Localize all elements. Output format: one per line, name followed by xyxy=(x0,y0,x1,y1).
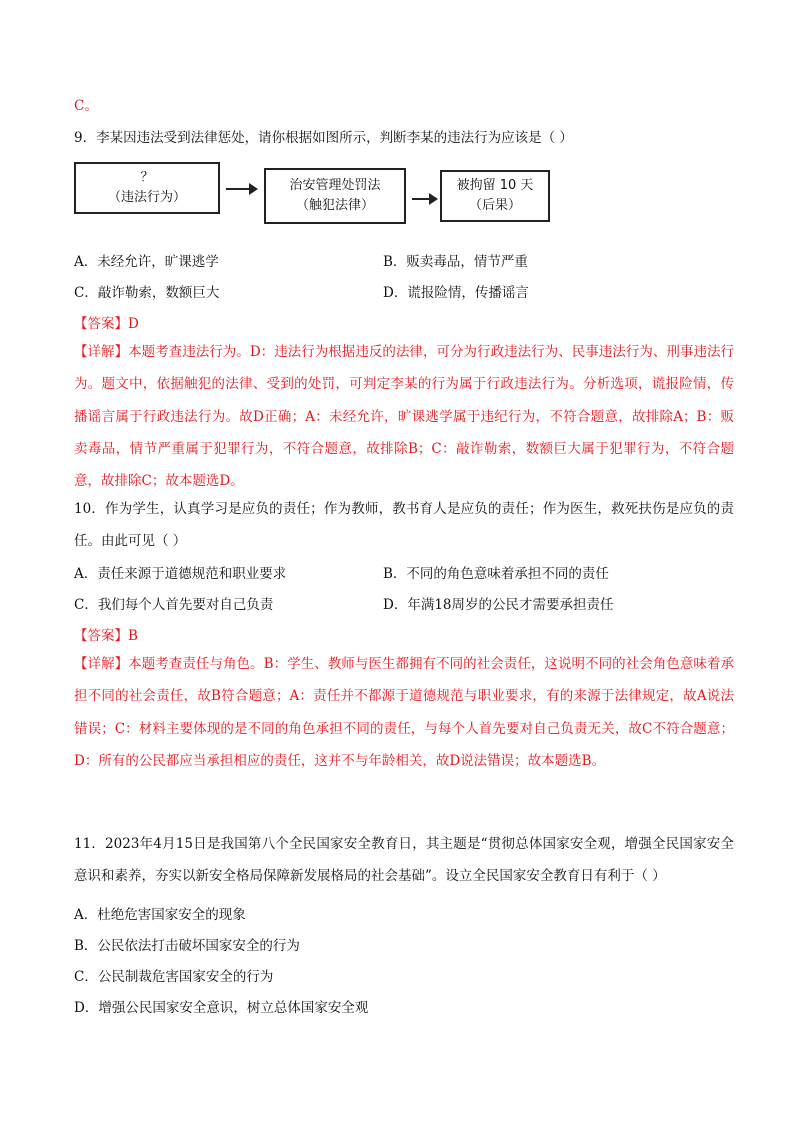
q8-answer-tail: C。 xyxy=(74,98,98,114)
flow-box-law-line1: 治安管理处罚法 xyxy=(289,178,381,193)
q10-option-b: B．不同的角色意味着承担不同的责任 xyxy=(383,566,609,582)
flow-arrow-2 xyxy=(412,198,436,200)
flow-box-violation-line2: （违法行为） xyxy=(107,190,186,205)
q11-option-c: C．公民制裁危害国家安全的行为 xyxy=(74,969,274,985)
flow-box-law xyxy=(264,168,406,224)
q10-option-c: C．我们每个人首先要对自己负责 xyxy=(74,597,274,613)
q10-option-d: D．年满18周岁的公民才需要承担责任 xyxy=(383,597,614,613)
flow-arrow-1 xyxy=(226,188,256,190)
q9-option-c: C．敲诈勒索，数额巨大 xyxy=(74,285,220,301)
flow-box-violation-line1: ？ xyxy=(140,170,154,185)
q9-option-d: D．谎报险情，传播谣言 xyxy=(383,285,529,301)
q10-answer: 【答案】B xyxy=(74,628,138,644)
flow-box-law-line2: （触犯法律） xyxy=(295,198,374,213)
q11-option-d: D．增强公民国家安全意识，树立总体国家安全观 xyxy=(74,1000,369,1016)
flow-box-consequence-line2: （后果） xyxy=(468,198,521,213)
q10-option-a: A．责任来源于道德规范和职业要求 xyxy=(74,566,287,582)
q9-explanation: 【详解】本题考查违法行为。D：违法行为根据违反的法律，可分为行政违法行为、民事违法行为、刑事违法行为。题文中，依据触犯的法律、受到的处罚，可判定李某的行为属于行政违法行为。分析选项，谎报险情，传播谣言属于行政违法行为。故D正确；A：未经允许，旷课逃学属于违纪行为，不符合题意，故排除A；B：贩卖毒品，情节严重属于犯罪行为，不符合题意，故排除B；C：敲诈勒索，数额巨大属于犯罪行为，不符合题意，故排除C；故本题选D。 xyxy=(74,344,734,490)
q9-stem: 9．李某因违法受到法律惩处，请你根据如图所示，判断李某的违法行为应该是（ ） xyxy=(74,130,573,146)
flow-box-consequence-line1: 被拘留 10 天 xyxy=(456,178,534,193)
q10-stem: 10．作为学生，认真学习是应负的责任；作为教师，教书育人是应负的责任；作为医生，救死扶伤是应负的责任。由此可见（ ） xyxy=(74,501,734,550)
flow-box-violation xyxy=(74,162,220,214)
q9-option-b: B．贩卖毒品，情节严重 xyxy=(383,254,528,270)
q9-answer: 【答案】D xyxy=(74,316,139,332)
flow-box-consequence xyxy=(440,170,550,222)
q11-stem: 11．2023年4月15日是我国第八个全民国家安全教育日，其主题是“贯彻总体国家安全观，增强全民国家安全意识和素养，夯实以新安全格局保障新发展格局的社会基础”。设立全民国家安全教育日有利于（ ） xyxy=(74,836,734,885)
q11-option-a: A．杜绝危害国家安全的现象 xyxy=(74,907,246,923)
q9-option-a: A．未经允许，旷课逃学 xyxy=(74,254,219,270)
q11-option-b: B．公民依法打击破坏国家安全的行为 xyxy=(74,938,300,954)
q9-flow-diagram xyxy=(74,162,554,232)
q10-explanation: 【详解】本题考查责任与角色。B：学生、教师与医生都拥有不同的社会责任，这说明不同的社会角色意味着承担不同的社会责任，故B符合题意；A：责任并不都源于道德规范与职业要求，有的来源于法律规定，故A说法错误；C：材料主要体现的是不同的角色承担不同的责任，与每个人首先要对自己负责无关，故C不符合题意；D：所有的公民都应当承担相应的责任，这并不与年龄相关，故D说法错误；故本题选B。 xyxy=(74,656,734,769)
